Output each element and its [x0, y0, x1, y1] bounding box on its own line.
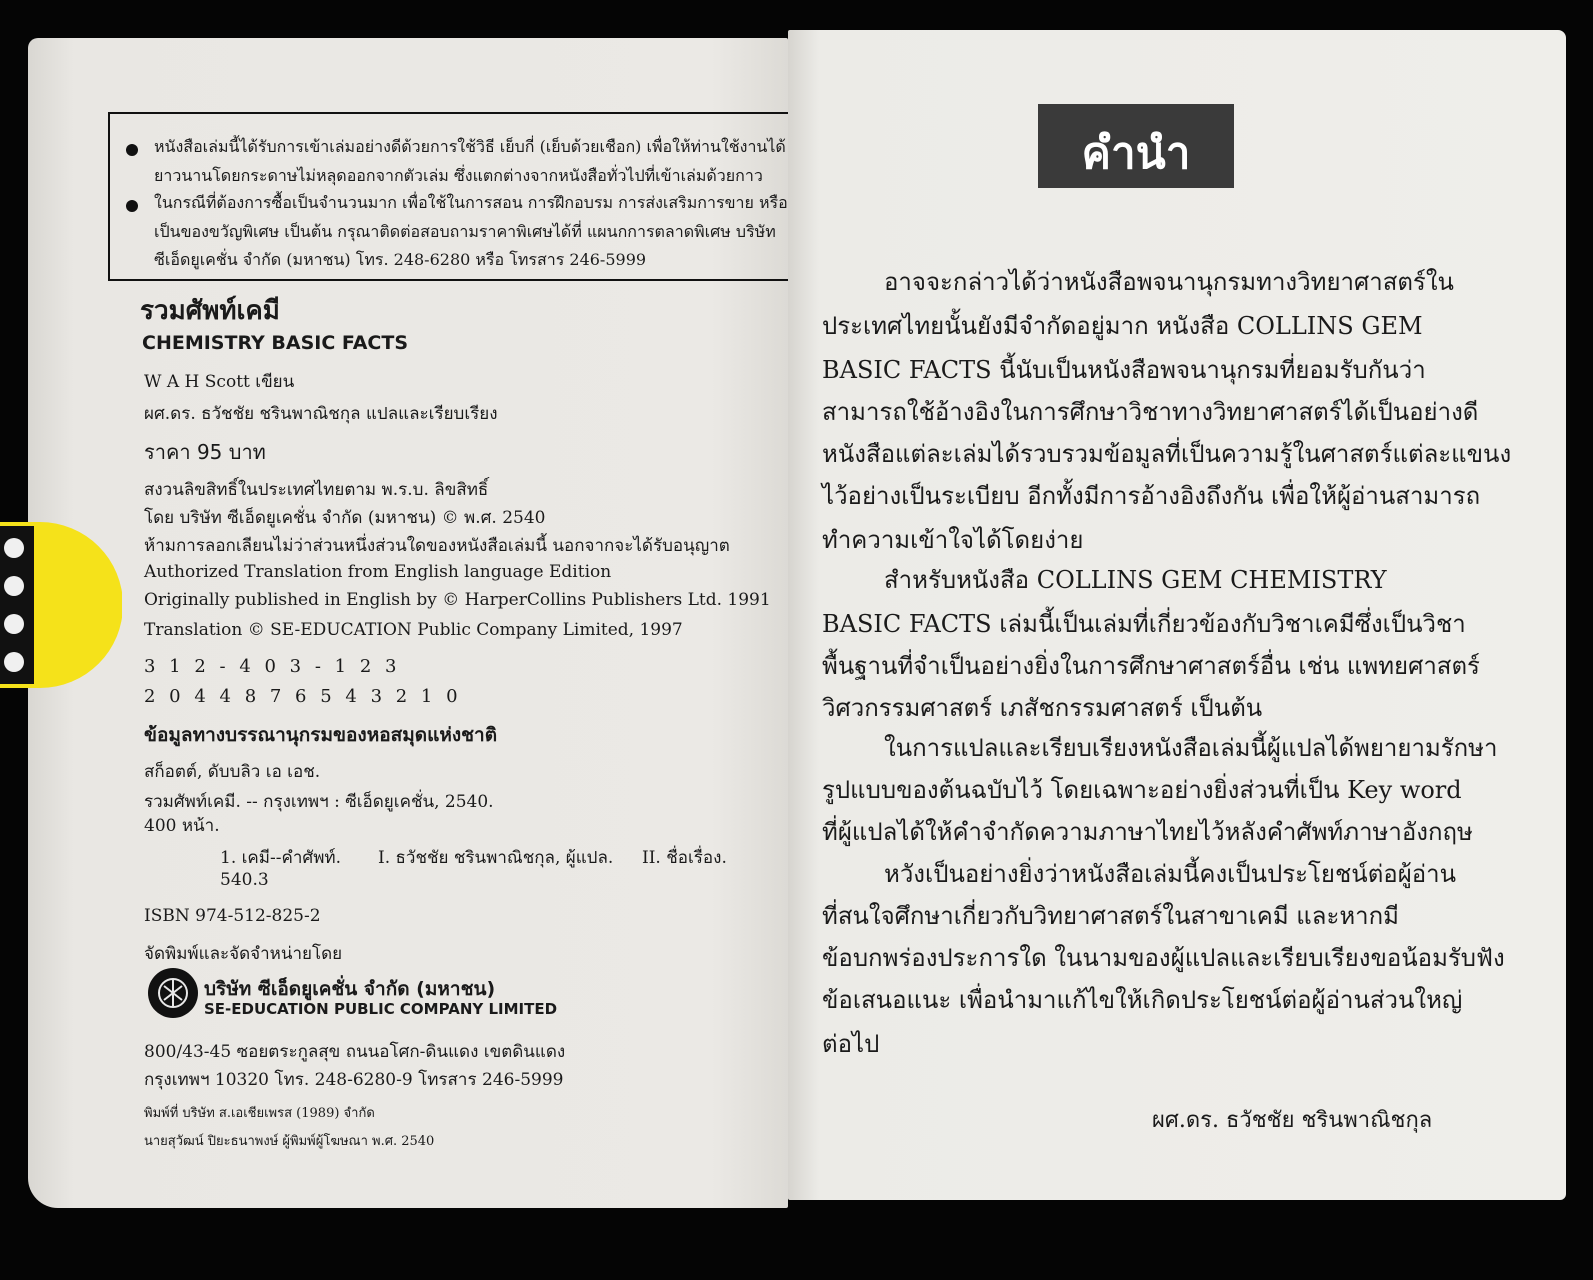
notice-line: เป็นของขวัญพิเศษ เป็นต้น กรุณาติดต่อสอบถามราคาพิเศษได้ที่ แผนกการตลาดพิเศษ บริษัท	[154, 222, 776, 241]
bullet-icon	[126, 200, 138, 212]
title-thai: รวมศัพท์เคมี	[140, 296, 280, 326]
preface-line: ต่อไป	[822, 1030, 880, 1058]
copyright-line: Authorized Translation from English language Edition	[144, 562, 612, 582]
translator: ผศ.ดร. ธวัชชัย ชรินพาณิชกุล แปลและเรียบเรียง	[144, 404, 498, 424]
distributor-label: จัดพิมพ์และจัดจำหน่ายโดย	[144, 944, 343, 964]
publisher-logo-icon	[148, 968, 198, 1018]
catalog-heading: ข้อมูลทางบรรณานุกรมของหอสมุดแห่งชาติ	[144, 724, 498, 746]
preface-line: อาจจะกล่าวได้ว่าหนังสือพจนานุกรมทางวิทยาศาสตร์ใน	[884, 268, 1454, 296]
preface-line: BASIC FACTS เล่มนี้เป็นเล่มที่เกี่ยวข้องกับวิชาเคมีซึ่งเป็นวิชา	[822, 610, 1466, 638]
publisher-name-thai: บริษัท ซีเอ็ดยูเคชั่น จำกัด (มหาชน)	[204, 978, 496, 1000]
price: ราคา 95 บาท	[144, 440, 266, 464]
preface-line: รูปแบบของต้นฉบับไว้ โดยเฉพาะอย่างยิ่งส่วนที่เป็น Key word	[822, 776, 1462, 804]
code-line: 2 0 4 4 8 7 6 5 4 3 2 1 0	[144, 686, 458, 707]
code-line: 3 1 2 - 4 0 3 - 1 2 3	[144, 656, 397, 677]
notice-box	[108, 112, 800, 281]
catalog-line: 400 หน้า.	[144, 816, 220, 836]
copyright-line: Translation © SE-EDUCATION Public Company Limited, 1997	[144, 620, 683, 640]
left-page	[28, 38, 788, 1208]
preface-line: หวังเป็นอย่างยิ่งว่าหนังสือเล่มนี้คงเป็นประโยชน์ต่อผู้อ่าน	[884, 860, 1457, 888]
right-page	[788, 30, 1566, 1200]
catalog-subject: I. ธวัชชัย ชรินพาณิชกุล, ผู้แปล.	[378, 848, 614, 868]
notice-line: ยาวนานโดยกระดาษไม่หลุดออกจากตัวเล่ม ซึ่งแตกต่างจากหนังสือทั่วไปที่เข้าเล่มด้วยกาว	[154, 166, 763, 185]
preface-line: หนังสือแต่ละเล่มได้รวบรวมข้อมูลที่เป็นความรู้ในศาสตร์แต่ละแขนง	[822, 440, 1512, 468]
isbn: ISBN 974-512-825-2	[144, 906, 321, 926]
notice-line: ซีเอ็ดยูเคชั่น จำกัด (มหาชน) โทร. 248-6280 หรือ โทรสาร 246-5999	[154, 250, 647, 269]
preface-signature: ผศ.ดร. ธวัชชัย ชรินพาณิชกุล	[1152, 1108, 1433, 1133]
preface-line: ข้อบกพร่องประการใด ในนามของผู้แปลและเรียบเรียงขอน้อมรับฟัง	[822, 944, 1505, 972]
title-english: CHEMISTRY BASIC FACTS	[142, 332, 408, 354]
copyright-line: สงวนลิขสิทธิ์ในประเทศไทยตาม พ.ร.บ. ลิขสิทธิ์	[144, 480, 489, 500]
printer-line: นายสุวัฒน์ ปิยะธนาพงษ์ ผู้พิมพ์ผู้โฆษณา พ.ศ. 2540	[144, 1134, 435, 1149]
notice-line: หนังสือเล่มนี้ได้รับการเข้าเล่มอย่างดีด้วยการใช้วิธี เย็บกี่ (เย็บด้วยเชือก) เพื่อให้ท่านใช้งานได้	[154, 137, 786, 156]
preface-line: BASIC FACTS นี้นับเป็นหนังสือพจนานุกรมที่ยอมรับกันว่า	[822, 356, 1426, 384]
printer-line: พิมพ์ที่ บริษัท ส.เอเชียเพรส (1989) จำกัด	[144, 1106, 375, 1121]
author: W A H Scott เขียน	[144, 372, 295, 392]
preface-line: สำหรับหนังสือ COLLINS GEM CHEMISTRY	[884, 566, 1387, 594]
preface-line: ข้อเสนอแนะ เพื่อนำมาแก้ไขให้เกิดประโยชน์ต่อผู้อ่านส่วนใหญ่	[822, 986, 1463, 1014]
class-number: 540.3	[220, 870, 269, 890]
preface-line: ที่ผู้แปลได้ให้คำจำกัดความภาษาไทยไว้หลังคำศัพท์ภาษาอังกฤษ	[822, 818, 1473, 846]
copyright-line: Originally published in English by © HarperCollins Publishers Ltd. 1991	[144, 590, 771, 610]
preface-line: ประเทศไทยนั้นยังมีจำกัดอยู่มาก หนังสือ COLLINS GEM	[822, 312, 1423, 340]
copyright-line: ห้ามการลอกเลียนไม่ว่าส่วนหนึ่งส่วนใดของหนังสือเล่มนี้ นอกจากจะได้รับอนุญาต	[144, 536, 730, 556]
notice-line: ในกรณีที่ต้องการซื้อเป็นจำนวนมาก เพื่อใช้ในการสอน การฝึกอบรม การส่งเสริมการขาย หรือ	[154, 193, 788, 212]
copyright-line: โดย บริษัท ซีเอ็ดยูเคชั่น จำกัด (มหาชน) © พ.ศ. 2540	[144, 508, 546, 528]
preface-line: ทำความเข้าใจได้โดยง่าย	[822, 526, 1084, 554]
preface-line: ที่สนใจศึกษาเกี่ยวกับวิทยาศาสตร์ในสาขาเคมี และหากมี	[822, 902, 1399, 930]
catalog-subject: II. ชื่อเรื่อง.	[642, 848, 727, 868]
bullet-icon	[126, 144, 138, 156]
preface-line: ไว้อย่างเป็นระเบียบ อีกทั้งมีการอ้างอิงถึงกัน เพื่อให้ผู้อ่านสามารถ	[822, 482, 1481, 510]
preface-line: วิศวกรรมศาสตร์ เภสัชกรรมศาสตร์ เป็นต้น	[822, 694, 1263, 722]
preface-line: พื้นฐานที่จำเป็นอย่างยิ่งในการศึกษาศาสตร์อื่น เช่น แพทยศาสตร์	[822, 652, 1480, 680]
preface-heading: คำนำ	[1081, 128, 1191, 179]
address-line: 800/43-45 ซอยตระกูลสุข ถนนอโศก-ดินแดง เขตดินแดง	[144, 1042, 566, 1062]
catalog-line: สก็อตต์, ดับบลิว เอ เอช.	[144, 762, 321, 782]
catalog-line: รวมศัพท์เคมี. -- กรุงเทพฯ : ซีเอ็ดยูเคชั่น, 2540.	[144, 792, 494, 812]
preface-line: สามารถใช้อ้างอิงในการศึกษาวิชาทางวิทยาศาสตร์ได้เป็นอย่างดี	[822, 398, 1479, 426]
preface-heading-box	[1038, 104, 1234, 188]
address-line: กรุงเทพฯ 10320 โทร. 248-6280-9 โทรสาร 246-5999	[144, 1070, 564, 1090]
yellow-film-clip-icon	[0, 520, 122, 690]
catalog-subject: 1. เคมี--คำศัพท์.	[220, 848, 342, 868]
publisher-name-english: SE-EDUCATION PUBLIC COMPANY LIMITED	[204, 1000, 558, 1018]
preface-line: ในการแปลและเรียบเรียงหนังสือเล่มนี้ผู้แปลได้พยายามรักษา	[884, 734, 1498, 762]
